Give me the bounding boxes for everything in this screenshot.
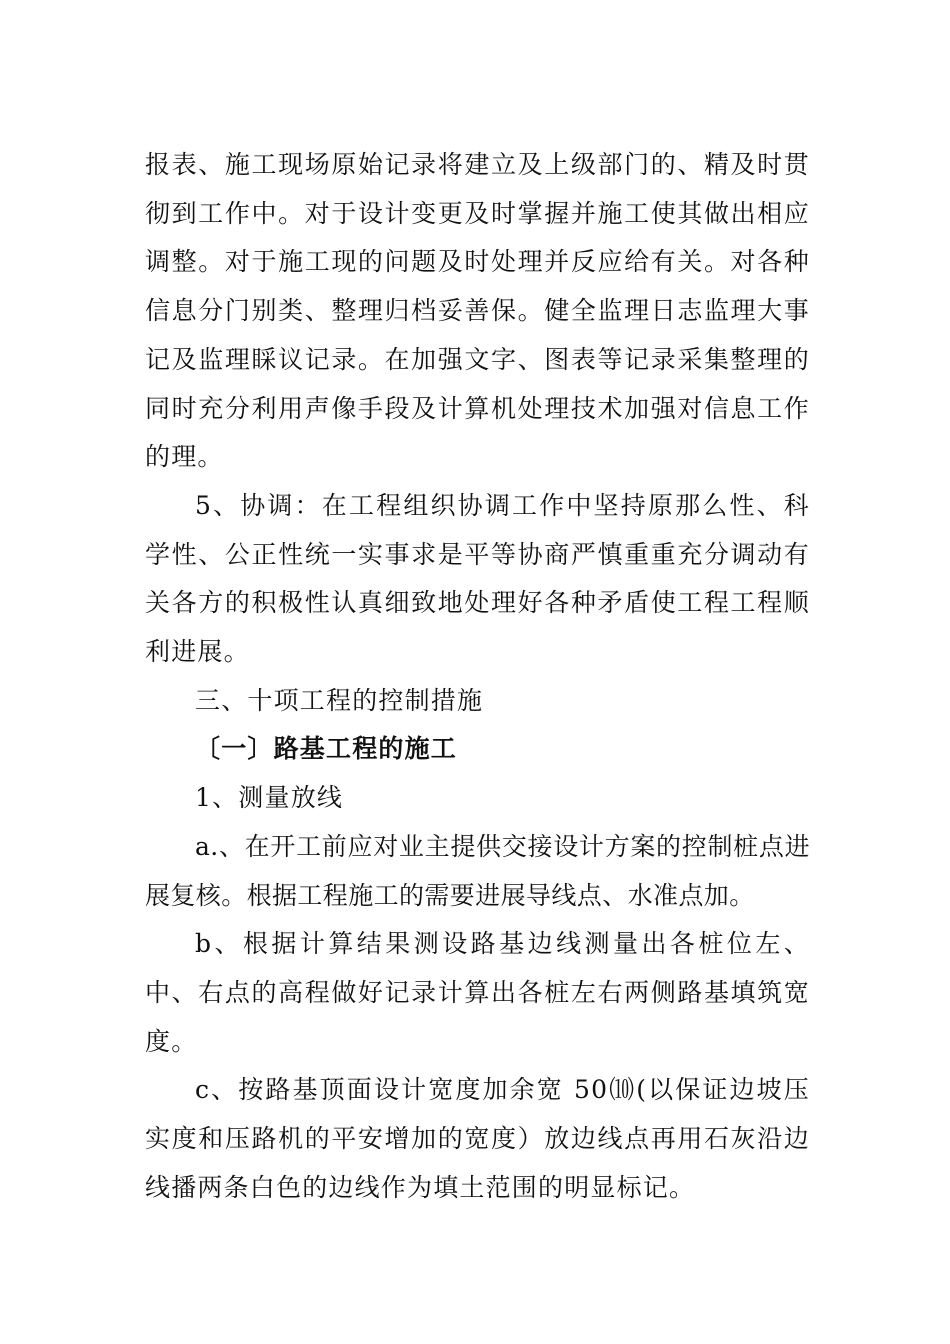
paragraph-records: 报表、施工现场原始记录将建立及上级部门的、精及时贯彻到工作中。对于设计变更及时掌握并施工使其做出相应调整。对于施工现的问题及时处理并反应给有关。对各种信息分门别类、整理归档妥善保。健全监理日志监理大事记及监理睬议记录。在加强文字、图表等记录采集整理的同时充分利用声像手段及计算机处理技术加强对信息工作的理。 — [145, 150, 810, 472]
subsection-heading-roadbed: 〔一〕路基工程的施工 — [195, 734, 458, 764]
section-heading-control-measures: 三、十项工程的控制措施 — [195, 685, 484, 715]
item-a-verify-control-points: a.、在开工前应对业主提供交接设计方案的控制桩点进展复核。根据工程施工的需要进展导线点、水准点加。 — [145, 831, 810, 910]
item-survey-layout: 1、测量放线 — [195, 783, 344, 813]
item-c-mark-edge-lines: c、按路基顶面设计宽度加余宽 50⑽(以保证边坡压实度和压路机的平安增加的宽度）放边线点再用石灰沿边线播两条白色的边线作为填土范围的明显标记。 — [145, 1075, 810, 1202]
document-page — [145, 141, 810, 1212]
item-b-calculate-elevations: b、根据计算结果测设路基边线测量出各桩位左、中、右点的高程做好记录计算出各桩左右两侧路基填筑宽度。 — [145, 929, 810, 1056]
paragraph-coordination: 5、协调：在工程组织协调工作中坚持原那么性、科学性、公正性统一实事求是平等协商严慎重重充分调动有关各方的积极性认真细致地处理好各种矛盾使工程工程顺利进展。 — [145, 490, 810, 667]
